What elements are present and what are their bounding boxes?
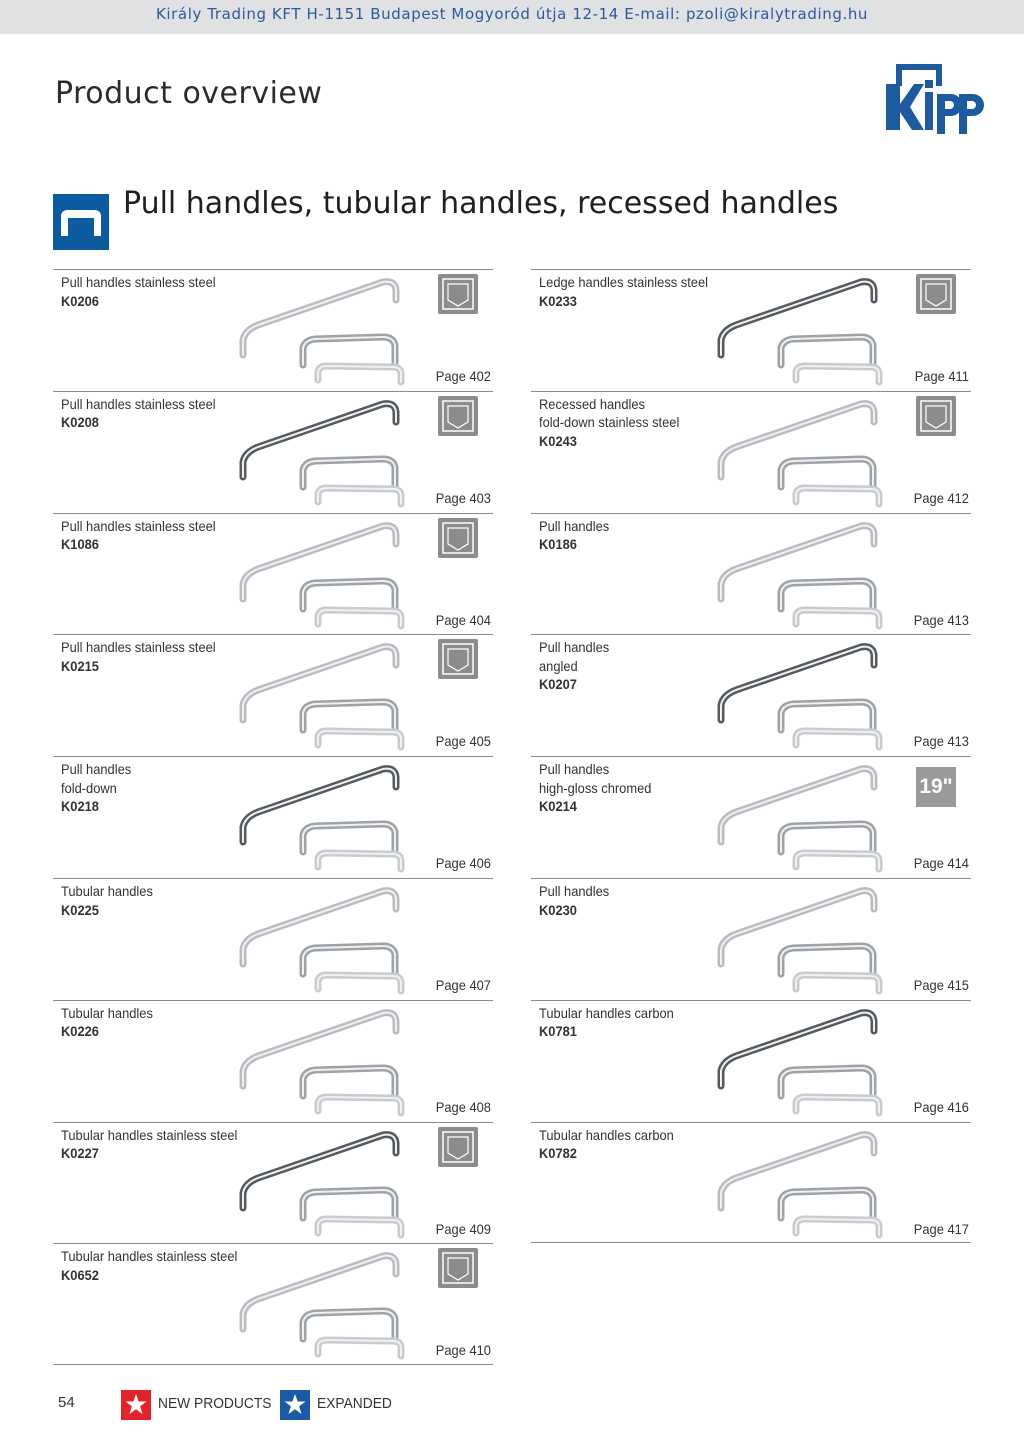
product-description-line: fold-down stainless steel [539,414,680,431]
product-description-line: Tubular handles [61,883,153,899]
product-description-line: Pull handles [539,883,610,899]
product-name [539,638,615,694]
product-description-line: Ledge handles stainless steel [539,274,708,290]
rostfrei-badge-icon [438,518,478,558]
product-description-line: Tubular handles carbon [539,1004,674,1021]
product-name [61,882,161,919]
product-code: K0218 [61,798,99,815]
product-image [233,392,433,510]
product-description-line: Pull handles [539,639,610,656]
page-title: Product overview [55,76,323,111]
product-entry [53,1122,493,1243]
product-entry [53,1243,493,1364]
page-reference-link[interactable]: Page 412 [913,489,969,506]
product-name [61,395,229,432]
product-entry [531,878,971,999]
product-code: K0208 [61,414,99,431]
product-image [233,635,433,753]
product-entry [53,756,493,877]
product-code: K0207 [539,676,577,693]
product-description-line: Pull handles [539,761,610,778]
footer [0,1390,1024,1424]
kipp-logo [884,60,984,136]
page-reference-link[interactable]: Page 413 [913,611,969,628]
product-code: K0226 [61,1023,99,1040]
product-code: K0782 [539,1145,577,1162]
product-image [233,757,433,875]
rostfrei-badge-icon [916,396,956,436]
pull-handle-icon [53,194,109,250]
product-image [711,757,911,875]
product-code: K0243 [539,432,577,449]
product-code: K0227 [61,1145,99,1162]
product-image [233,514,433,632]
page-reference-link[interactable]: Page 408 [435,1098,491,1115]
product-code: K0652 [61,1266,99,1283]
page-reference-link[interactable]: Page 409 [435,1220,491,1237]
product-name [539,1004,686,1041]
product-code: K0230 [539,901,577,918]
header-contact-bar [0,0,1024,34]
product-name [61,1004,161,1041]
product-image [711,392,911,510]
product-description-line: Tubular handles stainless steel [61,1126,238,1143]
product-description-line: Tubular handles stainless steel [61,1248,238,1265]
product-description-line: Pull handles stainless steel [61,517,216,534]
page-reference-link[interactable]: Page 410 [435,1342,491,1359]
product-entry [531,269,971,390]
product-entry [53,391,493,512]
product-description-line: Pull handles [539,517,610,534]
product-description-line: angled [539,657,578,674]
product-image [711,514,911,632]
product-description-line: Pull handles stainless steel [61,274,216,290]
rostfrei-badge-icon [438,639,478,679]
page-reference-link[interactable]: Page 411 [914,368,969,384]
product-description-line: high-gloss chromed [539,779,652,796]
product-image [711,270,911,388]
section-title: Pull handles, tubular handles, recessed handles [123,186,839,221]
product-code: K0225 [61,901,99,918]
product-entry [531,391,971,512]
product-name [539,760,661,816]
product-name [61,638,229,675]
product-name [61,273,229,310]
product-description-line: Tubular handles [61,1004,153,1021]
page-reference-link[interactable]: Page 415 [913,977,969,993]
product-description-line: Pull handles stainless steel [61,395,216,412]
expanded-star-icon [280,1390,310,1420]
product-name [61,1126,253,1163]
product-entry [53,634,493,755]
product-name [539,882,615,919]
page-reference-link[interactable]: Page 417 [913,1220,969,1237]
product-code: K1086 [61,536,99,553]
product-entry [53,1000,493,1121]
page-reference-link[interactable]: Page 407 [435,977,491,993]
product-entry [531,513,971,634]
product-image [711,635,911,753]
page-reference-link[interactable]: Page 414 [913,855,969,872]
inch-19-badge: 19" [916,767,956,807]
column-bottom-rule-left [53,1364,493,1365]
product-name [61,517,229,554]
product-entry [531,1000,971,1121]
product-name [539,1126,686,1163]
expanded-label: EXPANDED [317,1395,392,1412]
product-description-line: Tubular handles carbon [539,1126,674,1143]
product-image [233,270,433,388]
page-reference-link[interactable]: Page 404 [435,611,491,628]
product-image [711,1123,911,1241]
product-image [233,879,433,997]
rostfrei-badge-icon [438,274,478,314]
product-image [233,1244,433,1362]
rostfrei-badge-icon [438,396,478,436]
rostfrei-badge-icon [438,1127,478,1167]
product-entry [531,634,971,755]
product-code: K0781 [539,1023,577,1040]
product-description-line: Recessed handles [539,395,645,412]
product-code: K0215 [61,657,99,674]
product-entry [53,513,493,634]
product-image [233,1123,433,1241]
page-reference-link[interactable]: Page 403 [435,489,491,506]
product-image [711,879,911,997]
page-reference-link[interactable]: Page 413 [913,733,969,750]
product-name [539,517,615,554]
page-reference-link[interactable]: Page 402 [435,368,491,384]
page-reference-link[interactable]: Page 416 [913,1098,969,1115]
new-products-label: NEW PRODUCTS [158,1395,272,1412]
product-name [61,760,137,816]
product-image [233,1001,433,1119]
product-entry [53,269,493,390]
rostfrei-badge-icon [916,274,956,314]
product-code: K0233 [539,292,577,309]
product-code: K0186 [539,536,577,553]
product-entry [531,1122,971,1243]
product-code: K0214 [539,798,577,815]
header-contact-text: Király Trading KFT H-1151 Budapest Mogyoród útja 12-14 E-mail: pzoli@kiralytrading.hu [155,5,869,23]
product-entry [531,756,971,877]
column-bottom-rule-right [531,1242,971,1243]
product-name [539,273,723,310]
page-number: 54 [58,1394,75,1411]
product-description-line: Pull handles [61,761,132,778]
rostfrei-badge-icon [438,1248,478,1288]
new-products-star-icon [121,1390,151,1420]
product-code: K0206 [61,292,99,309]
product-description-line: fold-down [61,779,117,796]
page-reference-link[interactable]: Page 405 [435,733,491,750]
product-name [61,1247,253,1284]
product-image [711,1001,911,1119]
product-description-line: Pull handles stainless steel [61,639,216,656]
product-entry [53,878,493,999]
product-name [539,395,692,451]
page-reference-link[interactable]: Page 406 [435,855,491,872]
